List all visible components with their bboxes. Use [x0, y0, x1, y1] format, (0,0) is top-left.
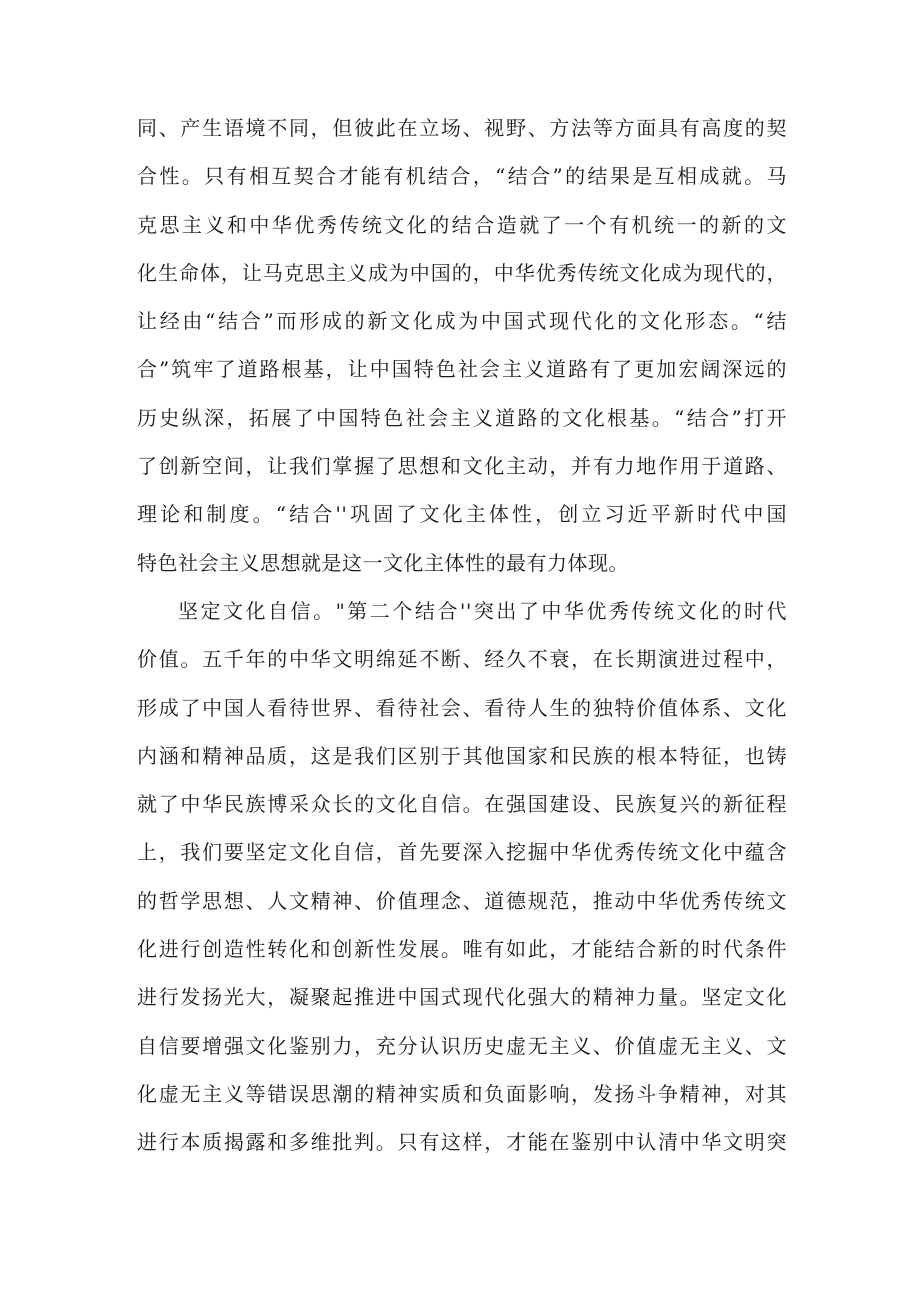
- paragraph-1: [137, 104, 787, 587]
- text-line: 就了中华民族博采众长的文化自信。在强国建设、民族复兴的新征程: [137, 792, 787, 817]
- text-line: 形成了中国人看待世界、看待社会、看待人生的独特价值体系、文化: [137, 695, 787, 720]
- text-line: 进行发扬光大，凝聚起推进中国式现代化强大的精神力量。坚定文化: [137, 985, 787, 1010]
- text-line: 化进行创造性转化和创新性发展。唯有如此，才能结合新的时代条件: [137, 937, 787, 962]
- text-line: 上，我们要坚定文化自信，首先要深入挖掘中华优秀传统文化中蕴含: [137, 840, 787, 865]
- text-line: 克思主义和中华优秀传统文化的结合造就了一个有机统一的新的文: [137, 212, 787, 237]
- text-line: 坚定文化自信。"第二个结合''突出了中华优秀传统文化的时代: [178, 598, 787, 623]
- text-line: 同、产生语境不同，但彼此在立场、视野、方法等方面具有高度的契: [137, 116, 787, 140]
- text-line: 的哲学思想、人文精神、价值理念、道德规范，推动中华优秀传统文: [137, 888, 787, 913]
- text-line: 了创新空间，让我们掌握了思想和文化主动，并有力地作用于道路、: [137, 454, 787, 479]
- text-line: 化生命体，让马克思主义成为中国的，中华优秀传统文化成为现代的，: [137, 260, 787, 285]
- text-line: 进行本质揭露和多维批判。只有这样，才能在鉴别中认清中华文明突: [137, 1130, 787, 1155]
- paragraph-2: [137, 587, 787, 1167]
- text-line: 合”筑牢了道路根基，让中国特色社会主义道路有了更加宏阔深远的: [137, 357, 787, 382]
- text-line: 历史纵深，拓展了中国特色社会主义道路的文化根基。“结合”打开: [137, 405, 787, 430]
- text-line: 理论和制度。“结合''巩固了文化主体性，创立习近平新时代中国: [137, 502, 787, 527]
- text-line: 合性。只有相互契合才能有机结合，“结合”的结果是互相成就。马: [137, 164, 787, 189]
- text-line: 化虚无主义等错误思潮的精神实质和负面影响，发扬斗争精神，对其: [137, 1081, 787, 1106]
- text-line: 价值。五千年的中华文明绵延不断、经久不衰，在长期演进过程中，: [137, 647, 787, 672]
- text-line: 特色社会主义思想就是这一文化主体性的最有力体现。: [137, 550, 629, 575]
- text-line: 自信要增强文化鉴别力，充分认识历史虚无主义、价值虚无主义、文: [137, 1033, 787, 1058]
- text-line: 内涵和精神品质，这是我们区别于其他国家和民族的根本特征，也铸: [137, 743, 787, 768]
- text-line: 让经由“结合”而形成的新文化成为中国式现代化的文化形态。“结: [137, 309, 787, 334]
- body-text: [137, 104, 787, 1167]
